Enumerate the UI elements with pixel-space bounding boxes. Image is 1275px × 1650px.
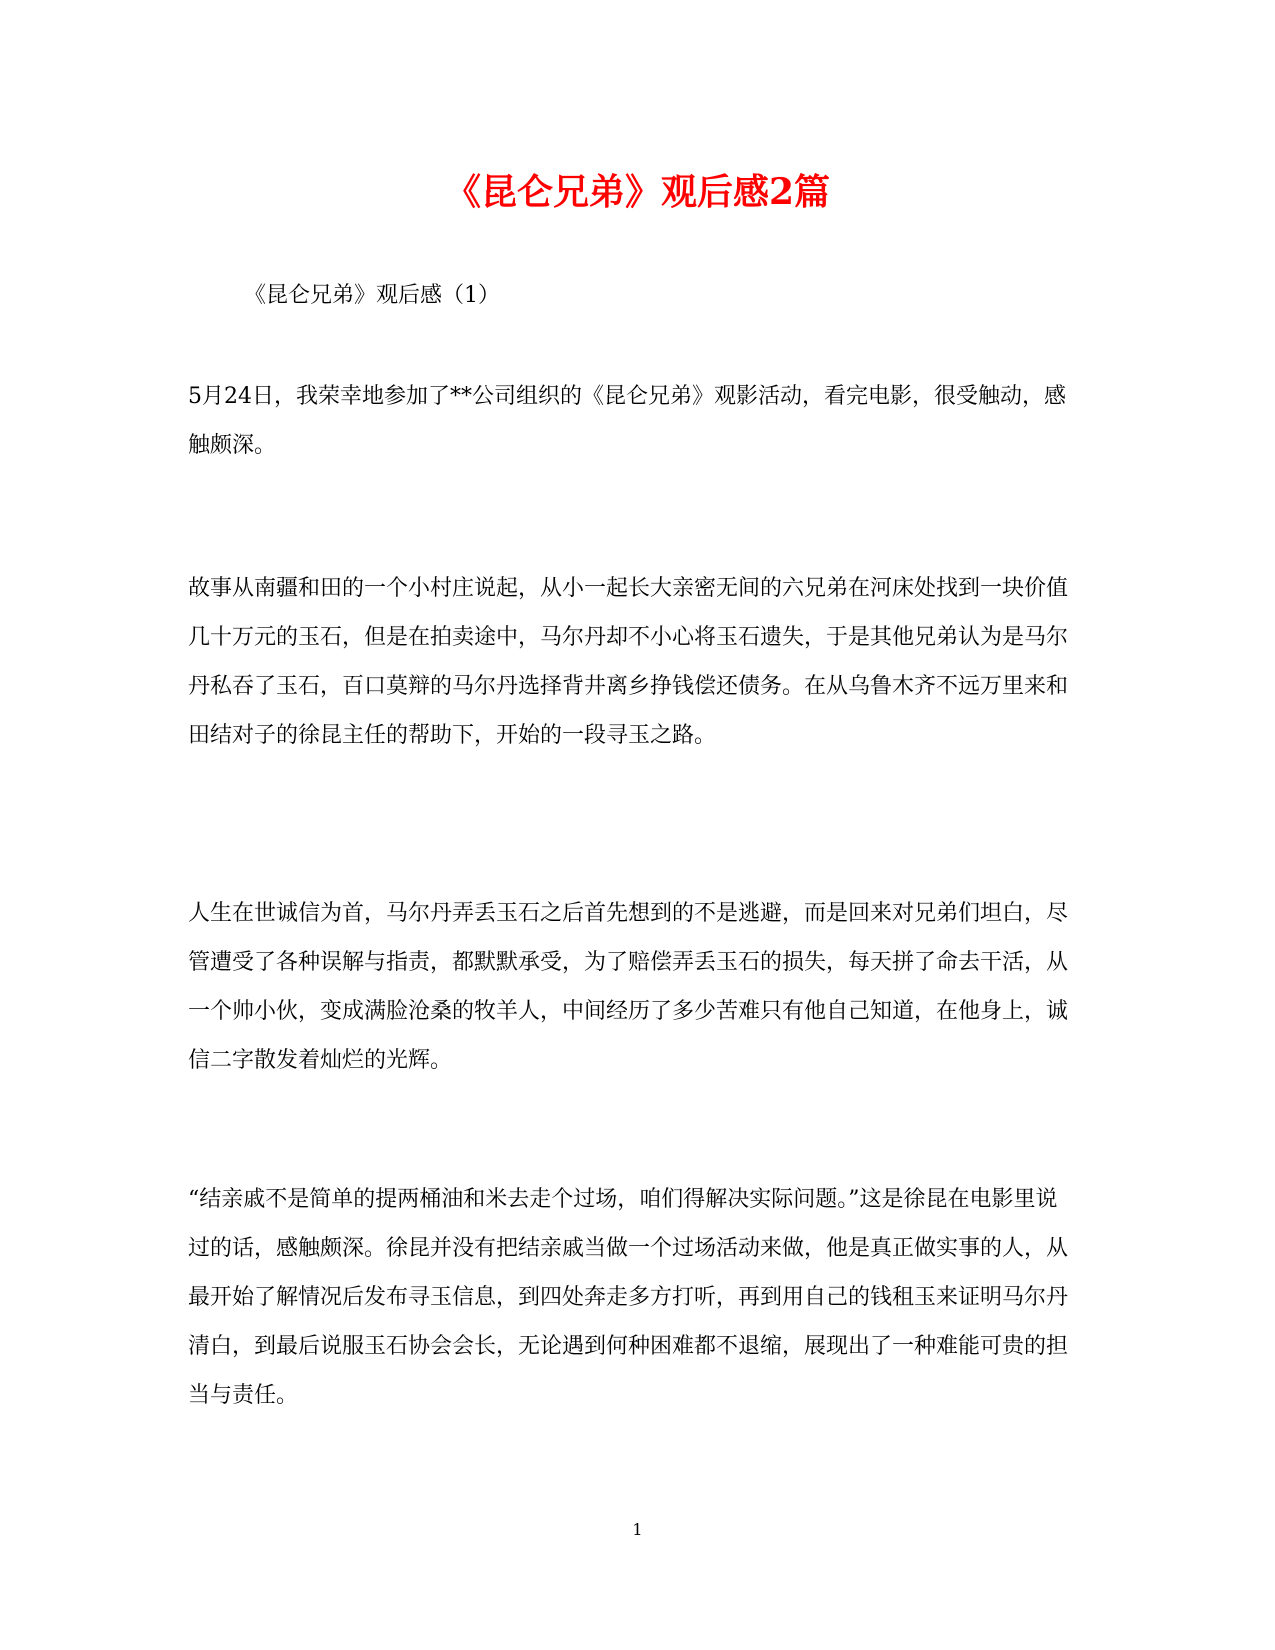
document-title: 《昆仑兄弟》观后感2篇 [444, 171, 831, 213]
page-number: 1 [632, 1520, 643, 1539]
section-heading: 《昆仑兄弟》观后感（1） [244, 283, 500, 308]
paragraph-4: “结亲戚不是简单的提两桶油和米去走个过场，咱们得解决实际问题。”这是徐昆在电影里说过的话，感触颇深。徐昆并没有把结亲戚当做一个过场活动来做，他是真正做实事的人，从最开始了解情况后发布寻玉信息，到四处奔走多方打听，再到用自己的钱租玉来证明马尔丹清白，到最后说服玉石协会会长，无论遇到何种困难都不退缩，展现出了一种难能可贵的担当与责任。 [188, 1187, 1069, 1408]
paragraph-1: 5月24日，我荣幸地参加了**公司组织的《昆仑兄弟》观影活动，看完电影，很受触动，感触颇深。 [188, 384, 1066, 458]
paragraph-2: 故事从南疆和田的一个小村庄说起，从小一起长大亲密无间的六兄弟在河床处找到一块价值几十万元的玉石，但是在拍卖途中，马尔丹却不小心将玉石遗失，于是其他兄弟认为是马尔丹私吞了玉石，百口莫辩的马尔丹选择背井离乡挣钱偿还债务。在从乌鲁木齐不远万里来和田结对子的徐昆主任的帮助下，开始的一段寻玉之路。 [188, 576, 1069, 748]
paragraph-3: 人生在世诚信为首，马尔丹弄丢玉石之后首先想到的不是逃避，而是回来对兄弟们坦白，尽管遭受了各种误解与指责，都默默承受，为了赔偿弄丢玉石的损失，每天拼了命去干活，从一个帅小伙，变成满脸沧桑的牧羊人，中间经历了多少苦难只有他自己知道，在他身上，诚信二字散发着灿烂的光辉。 [188, 901, 1069, 1073]
